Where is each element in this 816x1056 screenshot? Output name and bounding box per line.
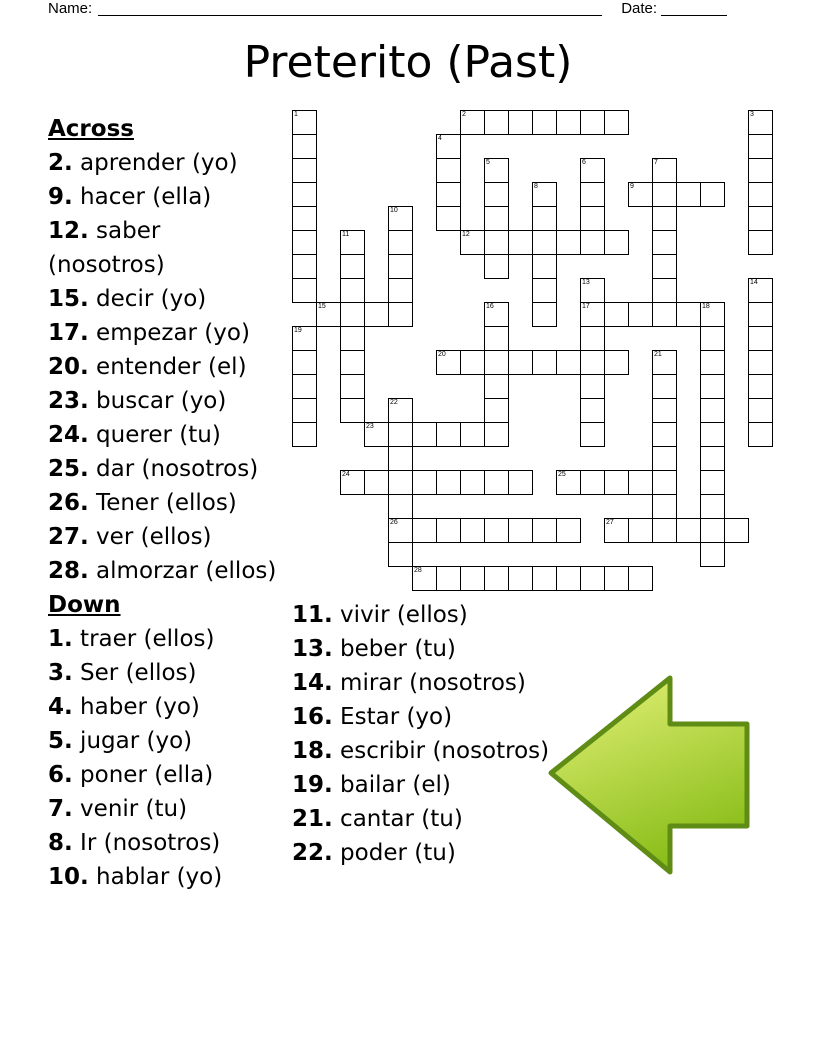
clue-text: empezar (yo) <box>88 320 250 346</box>
down-clue-list-part-1 <box>48 622 280 894</box>
clue-across-24 <box>48 418 280 452</box>
grid-cell[interactable] <box>652 206 677 231</box>
cell-number: 15 <box>318 303 326 310</box>
clue-number: 1. <box>48 626 73 652</box>
grid-cell[interactable] <box>604 470 629 495</box>
clue-number: 27. <box>48 524 89 550</box>
grid-cell[interactable] <box>484 518 509 543</box>
clue-down-7 <box>48 792 280 826</box>
grid-cell[interactable] <box>580 470 605 495</box>
grid-cell[interactable] <box>292 422 317 447</box>
grid-cell[interactable] <box>484 182 509 207</box>
grid-cell[interactable] <box>748 350 773 375</box>
clue-text: Ir (nosotros) <box>72 830 221 856</box>
clue-number: 15. <box>48 286 89 312</box>
grid-cell[interactable] <box>460 566 485 591</box>
grid-cell[interactable] <box>580 374 605 399</box>
cell-number: 14 <box>750 279 758 286</box>
grid-cell[interactable] <box>556 470 581 495</box>
cell-number: 27 <box>606 519 614 526</box>
grid-cell[interactable] <box>412 422 437 447</box>
grid-cell[interactable] <box>652 518 677 543</box>
grid-cell[interactable] <box>436 470 461 495</box>
grid-cell[interactable] <box>748 182 773 207</box>
clue-across-26 <box>48 486 280 520</box>
across-heading: Across <box>48 116 134 142</box>
clue-text: saber (nosotros) <box>48 218 165 278</box>
clue-down-22 <box>292 836 552 870</box>
grid-cell[interactable] <box>292 350 317 375</box>
clue-across-23 <box>48 384 280 418</box>
grid-cell[interactable] <box>748 230 773 255</box>
clue-text: Estar (yo) <box>332 704 453 730</box>
grid-cell[interactable] <box>532 110 557 135</box>
clue-number: 23. <box>48 388 89 414</box>
grid-cell[interactable] <box>652 422 677 447</box>
cell-number: 19 <box>294 327 302 334</box>
header-row <box>48 0 748 20</box>
clue-across-28 <box>48 554 280 588</box>
clue-number: 14. <box>292 670 333 696</box>
clue-text: vivir (ellos) <box>332 602 468 628</box>
name-label: Name: <box>48 0 93 17</box>
clue-text: venir (tu) <box>72 796 188 822</box>
clue-text: bailar (el) <box>332 772 451 798</box>
grid-cell[interactable] <box>388 302 413 327</box>
grid-cell[interactable] <box>700 302 725 327</box>
clue-across-2 <box>48 146 280 180</box>
clue-text: cantar (tu) <box>332 806 463 832</box>
cell-number: 18 <box>702 303 710 310</box>
grid-cell[interactable] <box>652 158 677 183</box>
clue-number: 28. <box>48 558 89 584</box>
grid-cell[interactable] <box>388 206 413 231</box>
grid-cell[interactable] <box>460 470 485 495</box>
clue-down-4 <box>48 690 280 724</box>
down-heading: Down <box>48 592 121 618</box>
grid-cell[interactable] <box>676 302 701 327</box>
grid-cell[interactable] <box>604 230 629 255</box>
clue-across-20 <box>48 350 280 384</box>
clue-number: 25. <box>48 456 89 482</box>
clue-text: decir (yo) <box>88 286 207 312</box>
clue-text: entender (el) <box>88 354 247 380</box>
grid-cell[interactable] <box>652 350 677 375</box>
clue-number: 4. <box>48 694 73 720</box>
grid-cell[interactable] <box>532 254 557 279</box>
grid-cell[interactable] <box>748 374 773 399</box>
grid-cell[interactable] <box>484 374 509 399</box>
cell-number: 17 <box>582 303 590 310</box>
grid-cell[interactable] <box>292 158 317 183</box>
clue-text: querer (tu) <box>88 422 221 448</box>
grid-cell[interactable] <box>652 302 677 327</box>
clue-column-left <box>48 112 280 894</box>
cell-number: 11 <box>342 231 350 238</box>
grid-cell[interactable] <box>604 518 629 543</box>
grid-cell[interactable] <box>532 350 557 375</box>
cell-number: 1 <box>294 111 298 118</box>
arrow-shape <box>551 678 747 872</box>
clue-text: hacer (ella) <box>72 184 212 210</box>
grid-cell[interactable] <box>484 470 509 495</box>
page-title: Preterito (Past) <box>243 37 573 88</box>
cell-number: 9 <box>630 183 634 190</box>
clue-across-25 <box>48 452 280 486</box>
grid-cell[interactable] <box>748 326 773 351</box>
grid-cell[interactable] <box>580 302 605 327</box>
clue-down-6 <box>48 758 280 792</box>
clue-number: 17. <box>48 320 89 346</box>
grid-cell[interactable] <box>700 398 725 423</box>
clue-number: 5. <box>48 728 73 754</box>
grid-cell[interactable] <box>292 374 317 399</box>
clue-number: 22. <box>292 840 333 866</box>
grid-cell[interactable] <box>748 206 773 231</box>
clue-down-11 <box>292 598 552 632</box>
grid-cell[interactable] <box>436 206 461 231</box>
grid-cell[interactable] <box>652 446 677 471</box>
grid-cell[interactable] <box>652 494 677 519</box>
grid-cell[interactable] <box>652 278 677 303</box>
clue-number: 26. <box>48 490 89 516</box>
grid-cell[interactable] <box>436 158 461 183</box>
grid-cell[interactable] <box>484 254 509 279</box>
clue-number: 21. <box>292 806 333 832</box>
down-clue-list-part-2 <box>292 598 552 870</box>
grid-cell[interactable] <box>484 230 509 255</box>
clue-number: 19. <box>292 772 333 798</box>
grid-cell[interactable] <box>484 350 509 375</box>
clue-number: 6. <box>48 762 73 788</box>
clue-down-3 <box>48 656 280 690</box>
clue-text: poder (tu) <box>332 840 456 866</box>
cell-number: 12 <box>462 231 470 238</box>
grid-cell[interactable] <box>340 350 365 375</box>
clue-number: 3. <box>48 660 73 686</box>
clue-down-21 <box>292 802 552 836</box>
grid-cell[interactable] <box>628 182 653 207</box>
grid-cell[interactable] <box>532 566 557 591</box>
left-arrow-icon <box>546 672 752 878</box>
grid-cell[interactable] <box>412 470 437 495</box>
grid-cell[interactable] <box>508 350 533 375</box>
grid-cell[interactable] <box>532 278 557 303</box>
grid-cell[interactable] <box>580 278 605 303</box>
clue-down-10 <box>48 860 280 894</box>
clue-text: dar (nosotros) <box>88 456 259 482</box>
grid-cell[interactable] <box>436 182 461 207</box>
grid-cell[interactable] <box>340 278 365 303</box>
grid-cell[interactable] <box>556 230 581 255</box>
grid-cell[interactable] <box>580 230 605 255</box>
clue-text: jugar (yo) <box>72 728 193 754</box>
grid-cell[interactable] <box>436 518 461 543</box>
grid-cell[interactable] <box>292 278 317 303</box>
clue-text: poner (ella) <box>72 762 214 788</box>
grid-cell[interactable] <box>292 230 317 255</box>
grid-cell[interactable] <box>700 182 725 207</box>
grid-cell[interactable] <box>532 206 557 231</box>
clue-down-16 <box>292 700 552 734</box>
grid-cell[interactable] <box>388 278 413 303</box>
grid-cell[interactable] <box>460 350 485 375</box>
grid-cell[interactable] <box>508 230 533 255</box>
grid-cell[interactable] <box>292 206 317 231</box>
grid-cell[interactable] <box>532 230 557 255</box>
clue-text: almorzar (ellos) <box>88 558 277 584</box>
grid-cell[interactable] <box>292 326 317 351</box>
grid-cell[interactable] <box>460 422 485 447</box>
grid-cell[interactable] <box>340 302 365 327</box>
grid-cell[interactable] <box>340 326 365 351</box>
grid-cell[interactable] <box>580 182 605 207</box>
grid-cell[interactable] <box>748 158 773 183</box>
clue-number: 11. <box>292 602 333 628</box>
grid-cell[interactable] <box>700 494 725 519</box>
clue-text: aprender (yo) <box>72 150 238 176</box>
clue-down-18 <box>292 734 552 768</box>
grid-cell[interactable] <box>292 398 317 423</box>
grid-cell[interactable] <box>700 446 725 471</box>
cell-number: 3 <box>750 111 754 118</box>
grid-cell[interactable] <box>532 518 557 543</box>
grid-cell[interactable] <box>652 374 677 399</box>
clue-down-14 <box>292 666 552 700</box>
grid-cell[interactable] <box>484 398 509 423</box>
grid-cell[interactable] <box>604 350 629 375</box>
clue-across-27 <box>48 520 280 554</box>
cell-number: 10 <box>390 207 398 214</box>
grid-cell[interactable] <box>748 422 773 447</box>
grid-cell[interactable] <box>748 398 773 423</box>
grid-cell[interactable] <box>508 470 533 495</box>
grid-cell[interactable] <box>412 566 437 591</box>
grid-cell[interactable] <box>748 110 773 135</box>
cell-number: 2 <box>462 111 466 118</box>
grid-cell[interactable] <box>700 374 725 399</box>
grid-cell[interactable] <box>580 158 605 183</box>
grid-cell[interactable] <box>388 446 413 471</box>
clue-column-right <box>292 598 552 870</box>
grid-cell[interactable] <box>532 182 557 207</box>
grid-cell[interactable] <box>556 518 581 543</box>
grid-cell[interactable] <box>484 110 509 135</box>
clue-number: 12. <box>48 218 89 244</box>
date-label: Date: <box>621 0 658 17</box>
clue-text: beber (tu) <box>332 636 456 662</box>
name-field[interactable] <box>98 0 602 16</box>
grid-cell[interactable] <box>340 230 365 255</box>
grid-cell[interactable] <box>388 422 413 447</box>
grid-cell[interactable] <box>604 110 629 135</box>
cell-number: 20 <box>438 351 446 358</box>
cell-number: 6 <box>582 159 586 166</box>
grid-cell[interactable] <box>460 230 485 255</box>
cell-number: 24 <box>342 471 350 478</box>
grid-cell[interactable] <box>748 134 773 159</box>
grid-cell[interactable] <box>460 110 485 135</box>
cell-number: 8 <box>534 183 538 190</box>
cell-number: 23 <box>366 423 374 430</box>
clue-text: traer (ellos) <box>72 626 215 652</box>
grid-cell[interactable] <box>364 470 389 495</box>
grid-cell[interactable] <box>604 566 629 591</box>
cell-number: 21 <box>654 351 662 358</box>
grid-cell[interactable] <box>628 566 653 591</box>
grid-cell[interactable] <box>580 398 605 423</box>
grid-cell[interactable] <box>676 182 701 207</box>
grid-cell[interactable] <box>508 518 533 543</box>
grid-cell[interactable] <box>340 398 365 423</box>
clue-number: 9. <box>48 184 73 210</box>
clue-text: ver (ellos) <box>88 524 212 550</box>
grid-cell[interactable] <box>340 374 365 399</box>
clue-number: 10. <box>48 864 89 890</box>
grid-cell[interactable] <box>700 518 725 543</box>
clue-across-15 <box>48 282 280 316</box>
grid-cell[interactable] <box>700 470 725 495</box>
clue-across-12 <box>48 214 280 282</box>
grid-cell[interactable] <box>580 206 605 231</box>
grid-cell[interactable] <box>580 350 605 375</box>
clue-text: escribir (nosotros) <box>332 738 550 764</box>
cell-number: 7 <box>654 159 658 166</box>
grid-cell[interactable] <box>724 518 749 543</box>
grid-cell[interactable] <box>388 230 413 255</box>
grid-cell[interactable] <box>388 542 413 567</box>
grid-cell[interactable] <box>388 518 413 543</box>
grid-cell[interactable] <box>628 302 653 327</box>
grid-cell[interactable] <box>628 518 653 543</box>
grid-cell[interactable] <box>484 302 509 327</box>
clue-text: buscar (yo) <box>88 388 227 414</box>
cell-number: 16 <box>486 303 494 310</box>
clue-number: 8. <box>48 830 73 856</box>
grid-cell[interactable] <box>484 326 509 351</box>
clue-number: 7. <box>48 796 73 822</box>
grid-cell[interactable] <box>340 254 365 279</box>
clue-down-8 <box>48 826 280 860</box>
clue-number: 16. <box>292 704 333 730</box>
grid-cell[interactable] <box>580 110 605 135</box>
cell-number: 26 <box>390 519 398 526</box>
clue-text: mirar (nosotros) <box>332 670 526 696</box>
grid-cell[interactable] <box>292 110 317 135</box>
clue-number: 2. <box>48 150 73 176</box>
across-clue-list <box>48 146 280 588</box>
grid-cell[interactable] <box>652 254 677 279</box>
clue-number: 20. <box>48 354 89 380</box>
grid-cell[interactable] <box>484 206 509 231</box>
cell-number: 25 <box>558 471 566 478</box>
grid-cell[interactable] <box>580 326 605 351</box>
clue-down-19 <box>292 768 552 802</box>
grid-cell[interactable] <box>748 278 773 303</box>
grid-cell[interactable] <box>292 254 317 279</box>
grid-cell[interactable] <box>388 254 413 279</box>
cell-number: 22 <box>390 399 398 406</box>
grid-cell[interactable] <box>700 326 725 351</box>
grid-cell[interactable] <box>652 230 677 255</box>
grid-cell[interactable] <box>412 518 437 543</box>
grid-cell[interactable] <box>676 518 701 543</box>
cell-number: 5 <box>486 159 490 166</box>
clue-text: Ser (ellos) <box>72 660 197 686</box>
grid-cell[interactable] <box>700 350 725 375</box>
grid-cell[interactable] <box>556 566 581 591</box>
grid-cell[interactable] <box>508 110 533 135</box>
clue-text: hablar (yo) <box>88 864 223 890</box>
grid-cell[interactable] <box>316 302 341 327</box>
grid-cell[interactable] <box>700 422 725 447</box>
grid-cell[interactable] <box>532 302 557 327</box>
date-field[interactable] <box>661 0 727 16</box>
clue-number: 18. <box>292 738 333 764</box>
grid-cell[interactable] <box>604 302 629 327</box>
clue-down-5 <box>48 724 280 758</box>
grid-cell[interactable] <box>628 470 653 495</box>
grid-cell[interactable] <box>580 422 605 447</box>
grid-cell[interactable] <box>748 302 773 327</box>
clue-across-17 <box>48 316 280 350</box>
grid-cell[interactable] <box>508 566 533 591</box>
grid-cell[interactable] <box>364 422 389 447</box>
cell-number: 4 <box>438 135 442 142</box>
grid-cell[interactable] <box>556 350 581 375</box>
grid-cell[interactable] <box>436 566 461 591</box>
cell-number: 28 <box>414 567 422 574</box>
grid-cell[interactable] <box>652 182 677 207</box>
grid-cell[interactable] <box>460 518 485 543</box>
cell-number: 13 <box>582 279 590 286</box>
clue-across-9 <box>48 180 280 214</box>
clue-text: haber (yo) <box>72 694 200 720</box>
grid-cell[interactable] <box>292 134 317 159</box>
clue-down-13 <box>292 632 552 666</box>
grid-cell[interactable] <box>484 422 509 447</box>
grid-cell[interactable] <box>652 398 677 423</box>
grid-cell[interactable] <box>556 110 581 135</box>
clue-number: 24. <box>48 422 89 448</box>
grid-cell[interactable] <box>652 470 677 495</box>
grid-cell[interactable] <box>340 470 365 495</box>
grid-cell[interactable] <box>700 542 725 567</box>
grid-cell[interactable] <box>388 470 413 495</box>
grid-cell[interactable] <box>436 134 461 159</box>
grid-cell[interactable] <box>484 566 509 591</box>
clue-down-1 <box>48 622 280 656</box>
grid-cell[interactable] <box>388 398 413 423</box>
grid-cell[interactable] <box>388 494 413 519</box>
grid-cell[interactable] <box>292 182 317 207</box>
clue-text: Tener (ellos) <box>88 490 237 516</box>
grid-cell[interactable] <box>580 566 605 591</box>
clue-number: 13. <box>292 636 333 662</box>
grid-cell[interactable] <box>436 422 461 447</box>
grid-cell[interactable] <box>364 302 389 327</box>
grid-cell[interactable] <box>436 350 461 375</box>
grid-cell[interactable] <box>484 158 509 183</box>
